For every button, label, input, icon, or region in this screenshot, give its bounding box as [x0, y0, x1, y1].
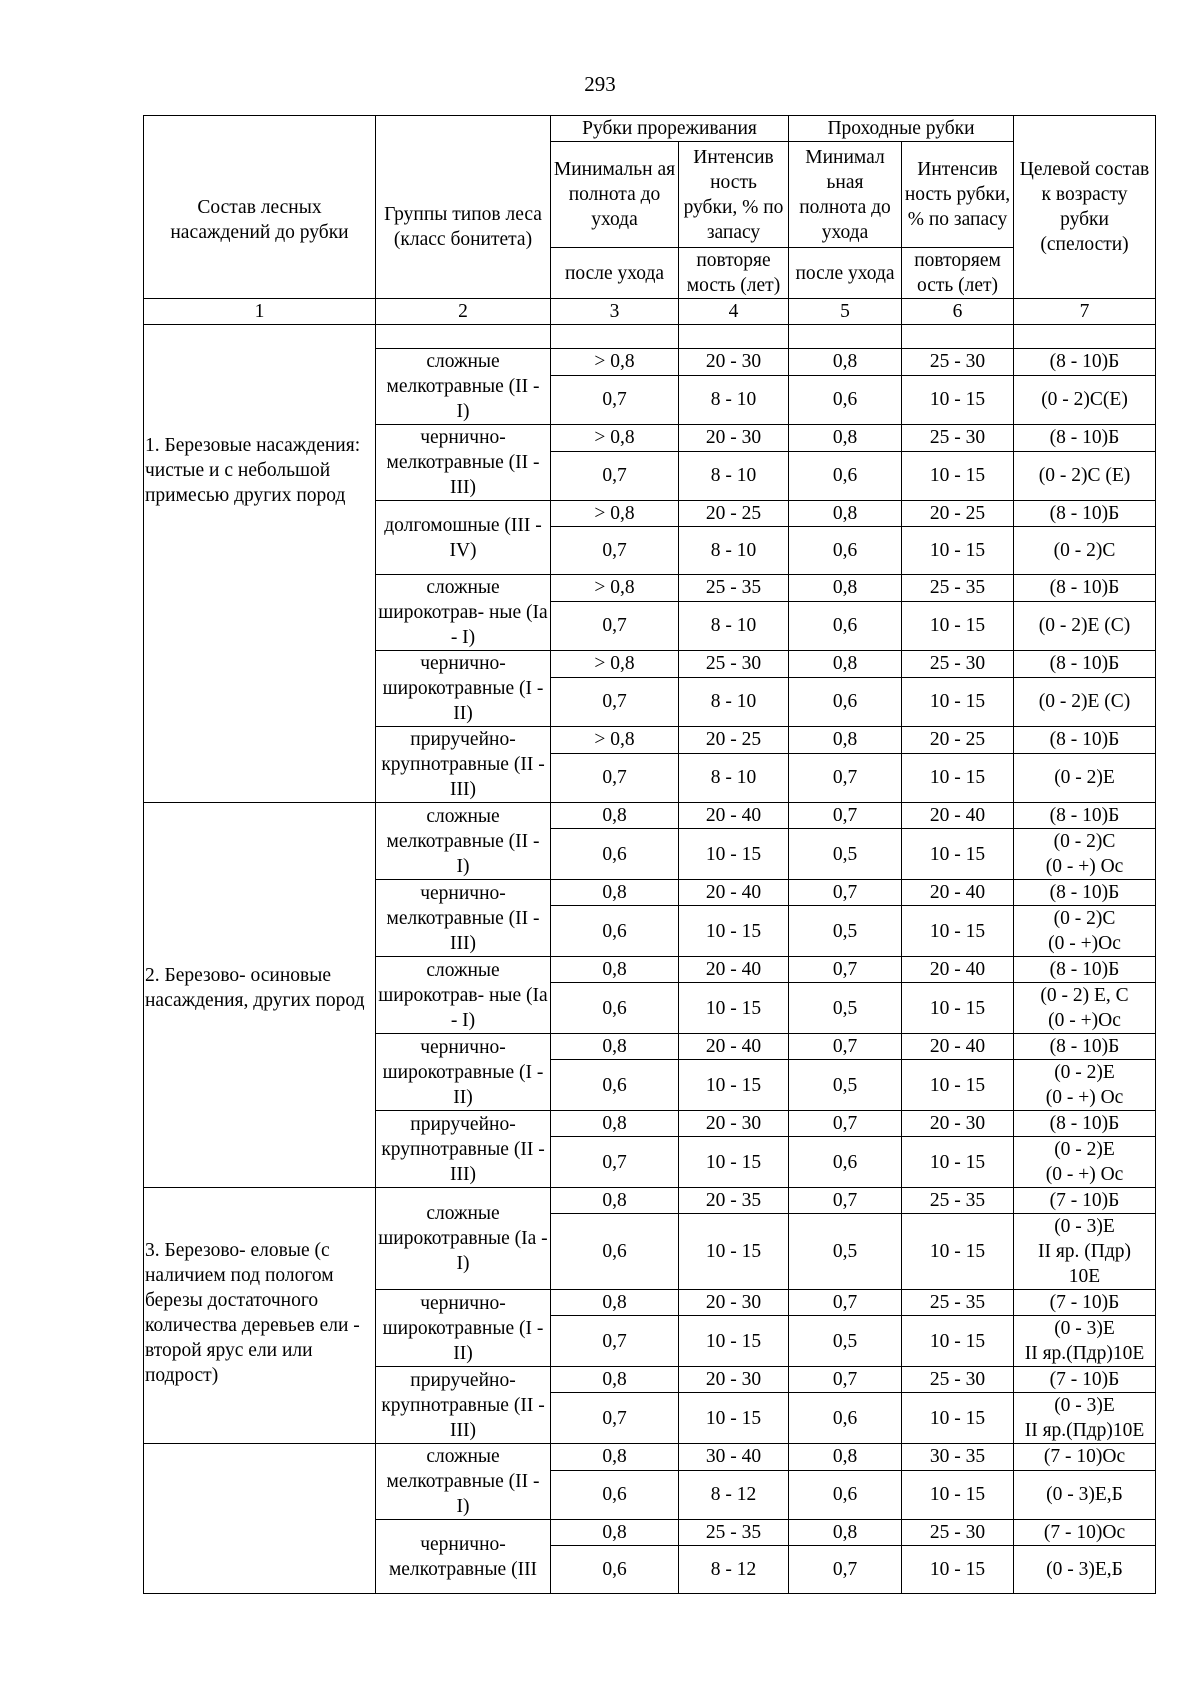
- min-density-pass: 0,5: [789, 1214, 902, 1290]
- intensity-pass: 20 - 25: [902, 727, 1014, 754]
- empty-cell: [902, 325, 1014, 349]
- min-density-pass: 0,6: [789, 1393, 902, 1444]
- empty-cell: [376, 325, 551, 349]
- intensity-pass: 20 - 40: [902, 803, 1014, 829]
- min-density-thin: 0,6: [551, 1060, 679, 1111]
- min-density-pass: 0,5: [789, 1316, 902, 1367]
- intensity-pass: 10 - 15: [902, 451, 1014, 500]
- table-row: [144, 1444, 1156, 1471]
- target-composition: (8 - 10)Б: [1014, 803, 1156, 829]
- target-composition: (0 - 2) Е, С (0 - +)Ос: [1014, 983, 1156, 1034]
- forest-type-name: долгомошные (III - IV): [376, 501, 551, 575]
- target-composition: (0 - 2)Е (0 - +) Ос: [1014, 1137, 1156, 1188]
- intensity-pass: 25 - 35: [902, 575, 1014, 602]
- min-density-pass: 0,5: [789, 1060, 902, 1111]
- target-composition: (8 - 10)Б: [1014, 727, 1156, 754]
- intensity-thin: 30 - 40: [679, 1444, 789, 1471]
- intensity-thin: 20 - 35: [679, 1188, 789, 1214]
- intensity-thin: 10 - 15: [679, 1214, 789, 1290]
- target-composition: (7 - 10)Б: [1014, 1290, 1156, 1316]
- min-density-thin: 0,7: [551, 677, 679, 726]
- min-density-thin: > 0,8: [551, 651, 679, 678]
- forest-type-name: чернично-широкотравные (I - II): [376, 651, 551, 727]
- intensity-pass: 10 - 15: [902, 906, 1014, 957]
- intensity-pass: 20 - 40: [902, 1034, 1014, 1060]
- min-density-pass: 0,7: [789, 1290, 902, 1316]
- forest-type-name: чернично-широкотравные (I - II): [376, 1290, 551, 1367]
- intensity-thin: 25 - 35: [679, 1520, 789, 1546]
- column-number: 1: [144, 299, 376, 325]
- intensity-thin: 20 - 40: [679, 880, 789, 906]
- intensity-pass: 30 - 35: [902, 1444, 1014, 1471]
- intensity-thin: 8 - 12: [679, 1470, 789, 1519]
- forest-type-name: сложные мелкотравные (II - I): [376, 349, 551, 425]
- min-density-pass: 0,7: [789, 1034, 902, 1060]
- intensity-thin: 20 - 30: [679, 349, 789, 376]
- min-density-pass: 0,7: [789, 1111, 902, 1137]
- min-density-thin: 0,8: [551, 1111, 679, 1137]
- header-min-density-pass: Минимал ьная полнота до ухода: [789, 142, 902, 248]
- min-density-thin: 0,7: [551, 527, 679, 575]
- min-density-thin: > 0,8: [551, 575, 679, 602]
- column-number: 7: [1014, 299, 1156, 325]
- page-number: 293: [584, 72, 616, 96]
- group-name: [144, 1444, 376, 1594]
- min-density-pass: 0,7: [789, 1188, 902, 1214]
- min-density-thin: 0,7: [551, 753, 679, 802]
- forest-type-name: сложные широкотрав- ные (Ia - I): [376, 957, 551, 1034]
- min-density-pass: 0,7: [789, 803, 902, 829]
- intensity-pass: 10 - 15: [902, 601, 1014, 650]
- forest-type-name: приручейно-крупнотравные (II - III): [376, 1367, 551, 1444]
- intensity-thin: 20 - 30: [679, 1290, 789, 1316]
- group-name: 3. Березово- еловые (с наличием под пологом березы достаточного количества деревьев ели - второй ярус ели или подрост): [144, 1188, 376, 1444]
- min-density-thin: 0,8: [551, 1290, 679, 1316]
- min-density-pass: 0,8: [789, 651, 902, 678]
- forest-type-name: приручейно-крупнотравные (II - III): [376, 727, 551, 803]
- min-density-pass: 0,6: [789, 375, 902, 424]
- min-density-thin: 0,8: [551, 1520, 679, 1546]
- target-composition: (0 - 3)Е,Б: [1014, 1470, 1156, 1519]
- target-composition: (7 - 10)Б: [1014, 1367, 1156, 1393]
- target-composition: (0 - 2)С (0 - +) Ос: [1014, 829, 1156, 880]
- intensity-thin: 20 - 30: [679, 1367, 789, 1393]
- min-density-thin: 0,7: [551, 1137, 679, 1188]
- intensity-pass: 10 - 15: [902, 1316, 1014, 1367]
- target-composition: (0 - 2)С (Е): [1014, 451, 1156, 500]
- min-density-thin: 0,8: [551, 803, 679, 829]
- target-composition: (0 - 2)Е: [1014, 753, 1156, 802]
- min-density-thin: 0,7: [551, 451, 679, 500]
- intensity-thin: 20 - 40: [679, 957, 789, 983]
- forest-type-name: чернично-мелкотравные (II - III): [376, 425, 551, 501]
- column-number: 2: [376, 299, 551, 325]
- table-row: [144, 1188, 1156, 1214]
- intensity-pass: 10 - 15: [902, 527, 1014, 575]
- min-density-pass: 0,7: [789, 957, 902, 983]
- min-density-pass: 0,7: [789, 880, 902, 906]
- target-composition: (8 - 10)Б: [1014, 575, 1156, 602]
- min-density-thin: 0,6: [551, 1214, 679, 1290]
- table-row: [144, 803, 1156, 829]
- intensity-pass: 25 - 35: [902, 1188, 1014, 1214]
- intensity-pass: 10 - 15: [902, 753, 1014, 802]
- target-composition: (8 - 10)Б: [1014, 1111, 1156, 1137]
- min-density-thin: 0,6: [551, 906, 679, 957]
- intensity-pass: 20 - 30: [902, 1111, 1014, 1137]
- target-composition: (0 - 3)Е,Б: [1014, 1546, 1156, 1594]
- forest-type-name: сложные широкотрав- ные (Ia - I): [376, 575, 551, 651]
- intensity-thin: 10 - 15: [679, 1060, 789, 1111]
- intensity-pass: 10 - 15: [902, 1137, 1014, 1188]
- min-density-thin: 0,7: [551, 1316, 679, 1367]
- intensity-pass: 25 - 30: [902, 425, 1014, 452]
- target-composition: (8 - 10)Б: [1014, 501, 1156, 527]
- min-density-pass: 0,6: [789, 677, 902, 726]
- min-density-pass: 0,5: [789, 983, 902, 1034]
- target-composition: (0 - 2)С: [1014, 527, 1156, 575]
- min-density-pass: 0,7: [789, 1367, 902, 1393]
- header-intensity-pass: Интенсив ность рубки, % по запасу: [902, 142, 1014, 248]
- intensity-thin: 8 - 12: [679, 1546, 789, 1594]
- column-number: 6: [902, 299, 1014, 325]
- intensity-pass: 25 - 35: [902, 1290, 1014, 1316]
- target-composition: (0 - 3)Е II яр.(Пдр)10Е: [1014, 1316, 1156, 1367]
- intensity-pass: 20 - 40: [902, 880, 1014, 906]
- empty-cell: [551, 325, 679, 349]
- header-repeat-thin: повторяе мость (лет): [679, 248, 789, 299]
- target-composition: (0 - 3)Е II яр. (Пдр) 10Е: [1014, 1214, 1156, 1290]
- forest-thinning-table: [143, 115, 1156, 1594]
- min-density-pass: 0,7: [789, 1546, 902, 1594]
- intensity-thin: 8 - 10: [679, 677, 789, 726]
- intensity-pass: 25 - 30: [902, 1367, 1014, 1393]
- spacer-row: [144, 325, 1156, 349]
- group-name: 1. Березовые насаждения: чистые и с небольшой примесью других пород: [144, 325, 376, 803]
- forest-type-name: сложные широкотравные (Ia - I): [376, 1188, 551, 1290]
- min-density-thin: 0,8: [551, 957, 679, 983]
- intensity-pass: 10 - 15: [902, 1060, 1014, 1111]
- min-density-pass: 0,8: [789, 501, 902, 527]
- target-composition: (8 - 10)Б: [1014, 349, 1156, 376]
- intensity-pass: 25 - 30: [902, 1520, 1014, 1546]
- target-composition: (0 - 2)Е (0 - +) Ос: [1014, 1060, 1156, 1111]
- min-density-thin: 0,6: [551, 829, 679, 880]
- header-repeat-pass: повторяем ость (лет): [902, 248, 1014, 299]
- header-target: Целевой состав к возрасту рубки (спелости): [1014, 116, 1156, 299]
- target-composition: (7 - 10)Ос: [1014, 1444, 1156, 1471]
- forest-type-name: чернично-широкотравные (I - II): [376, 1034, 551, 1111]
- intensity-pass: 25 - 30: [902, 651, 1014, 678]
- intensity-pass: 10 - 15: [902, 375, 1014, 424]
- min-density-thin: 0,8: [551, 1367, 679, 1393]
- header-after-thin: после ухода: [551, 248, 679, 299]
- intensity-thin: 8 - 10: [679, 601, 789, 650]
- target-composition: (0 - 2)С(Е): [1014, 375, 1156, 424]
- intensity-thin: 20 - 40: [679, 803, 789, 829]
- empty-cell: [1014, 325, 1156, 349]
- min-density-pass: 0,5: [789, 829, 902, 880]
- header-composition: Состав лесных насаждений до рубки: [144, 116, 376, 299]
- target-composition: (0 - 2)Е (С): [1014, 677, 1156, 726]
- min-density-pass: 0,6: [789, 527, 902, 575]
- column-number: 5: [789, 299, 902, 325]
- min-density-thin: > 0,8: [551, 349, 679, 376]
- intensity-pass: 10 - 15: [902, 677, 1014, 726]
- min-density-thin: 0,8: [551, 1188, 679, 1214]
- target-composition: (7 - 10)Б: [1014, 1188, 1156, 1214]
- intensity-thin: 25 - 30: [679, 651, 789, 678]
- empty-cell: [679, 325, 789, 349]
- intensity-pass: 20 - 25: [902, 501, 1014, 527]
- intensity-thin: 8 - 10: [679, 527, 789, 575]
- min-density-thin: 0,6: [551, 983, 679, 1034]
- intensity-pass: 10 - 15: [902, 1470, 1014, 1519]
- forest-type-name: чернично-мелкотравные (III: [376, 1520, 551, 1594]
- header-intensity-thin: Интенсив ность рубки, % по запасу: [679, 142, 789, 248]
- target-composition: (8 - 10)Б: [1014, 1034, 1156, 1060]
- min-density-thin: 0,8: [551, 1444, 679, 1471]
- min-density-thin: 0,7: [551, 375, 679, 424]
- target-composition: (8 - 10)Б: [1014, 425, 1156, 452]
- min-density-pass: 0,6: [789, 451, 902, 500]
- forest-type-name: сложные мелкотравные (II - I): [376, 1444, 551, 1520]
- min-density-thin: 0,7: [551, 601, 679, 650]
- min-density-thin: 0,8: [551, 1034, 679, 1060]
- forest-type-name: сложные мелкотравные (II - I): [376, 803, 551, 880]
- header-after-pass: после ухода: [789, 248, 902, 299]
- min-density-pass: 0,5: [789, 906, 902, 957]
- intensity-pass: 10 - 15: [902, 1393, 1014, 1444]
- min-density-pass: 0,8: [789, 349, 902, 376]
- min-density-thin: > 0,8: [551, 425, 679, 452]
- target-composition: (8 - 10)Б: [1014, 880, 1156, 906]
- target-composition: (8 - 10)Б: [1014, 651, 1156, 678]
- min-density-pass: 0,6: [789, 1470, 902, 1519]
- min-density-pass: 0,8: [789, 727, 902, 754]
- intensity-thin: 10 - 15: [679, 1393, 789, 1444]
- intensity-thin: 10 - 15: [679, 906, 789, 957]
- column-numbers-row: [144, 299, 1156, 325]
- intensity-thin: 20 - 30: [679, 425, 789, 452]
- intensity-thin: 20 - 25: [679, 501, 789, 527]
- intensity-thin: 10 - 15: [679, 983, 789, 1034]
- forest-type-name: приручейно-крупнотравные (II - III): [376, 1111, 551, 1188]
- forest-type-name: чернично-мелкотравные (II - III): [376, 880, 551, 957]
- intensity-pass: 10 - 15: [902, 1214, 1014, 1290]
- header-thinning: Рубки прореживания: [551, 116, 789, 142]
- min-density-thin: > 0,8: [551, 501, 679, 527]
- min-density-pass: 0,8: [789, 425, 902, 452]
- header-passing: Проходные рубки: [789, 116, 1014, 142]
- target-composition: (7 - 10)Ос: [1014, 1520, 1156, 1546]
- min-density-pass: 0,8: [789, 1520, 902, 1546]
- intensity-thin: 20 - 25: [679, 727, 789, 754]
- min-density-thin: > 0,8: [551, 727, 679, 754]
- target-composition: (0 - 2)С (0 - +)Ос: [1014, 906, 1156, 957]
- intensity-thin: 10 - 15: [679, 829, 789, 880]
- intensity-pass: 20 - 40: [902, 957, 1014, 983]
- table-body: [144, 325, 1156, 1594]
- intensity-pass: 10 - 15: [902, 829, 1014, 880]
- empty-cell: [789, 325, 902, 349]
- target-composition: (0 - 3)Е II яр.(Пдр)10Е: [1014, 1393, 1156, 1444]
- intensity-thin: 20 - 40: [679, 1034, 789, 1060]
- min-density-pass: 0,7: [789, 753, 902, 802]
- intensity-thin: 10 - 15: [679, 1316, 789, 1367]
- min-density-thin: 0,6: [551, 1470, 679, 1519]
- intensity-thin: 10 - 15: [679, 1137, 789, 1188]
- header-min-density-thin: Минимальн ая полнота до ухода: [551, 142, 679, 248]
- intensity-thin: 20 - 30: [679, 1111, 789, 1137]
- intensity-pass: 25 - 30: [902, 349, 1014, 376]
- min-density-pass: 0,6: [789, 1137, 902, 1188]
- intensity-thin: 8 - 10: [679, 375, 789, 424]
- intensity-thin: 8 - 10: [679, 451, 789, 500]
- intensity-thin: 25 - 35: [679, 575, 789, 602]
- column-number: 4: [679, 299, 789, 325]
- column-number: 3: [551, 299, 679, 325]
- header-forest-types: Группы типов леса (класс бонитета): [376, 116, 551, 299]
- intensity-thin: 8 - 10: [679, 753, 789, 802]
- intensity-pass: 10 - 15: [902, 983, 1014, 1034]
- target-composition: (8 - 10)Б: [1014, 957, 1156, 983]
- min-density-thin: 0,7: [551, 1393, 679, 1444]
- min-density-thin: 0,8: [551, 880, 679, 906]
- group-name: 2. Березово- осиновые насаждения, других пород: [144, 803, 376, 1188]
- min-density-pass: 0,8: [789, 1444, 902, 1471]
- min-density-thin: 0,6: [551, 1546, 679, 1594]
- min-density-pass: 0,8: [789, 575, 902, 602]
- target-composition: (0 - 2)Е (С): [1014, 601, 1156, 650]
- intensity-pass: 10 - 15: [902, 1546, 1014, 1594]
- min-density-pass: 0,6: [789, 601, 902, 650]
